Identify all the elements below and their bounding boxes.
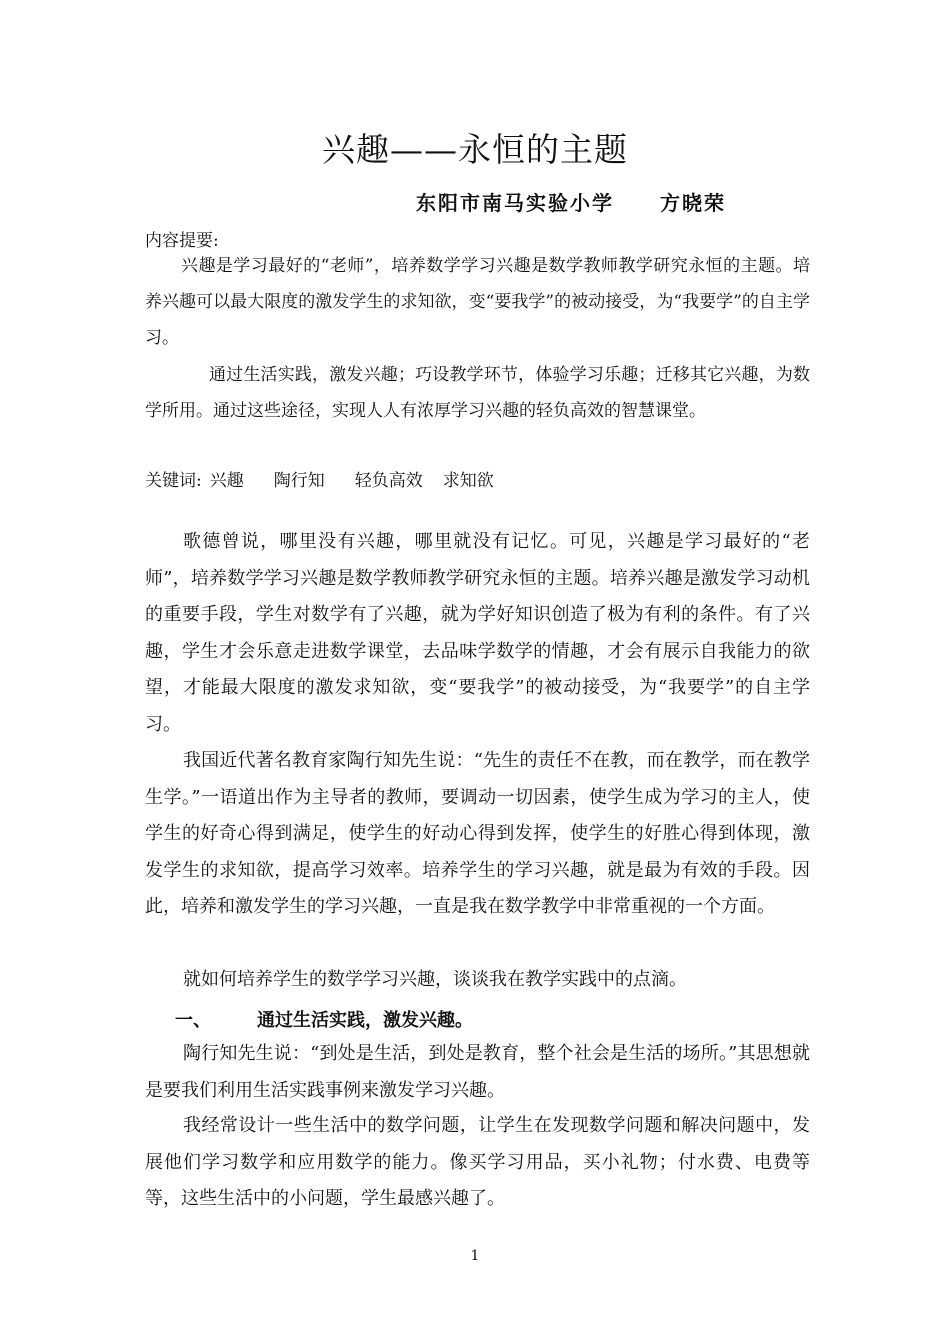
- body-paragraph: 陶行知先生说：“到处是生活，到处是教育，整个社会是生活的场所。”其思想就是要我们利用生活实践事例来激发学习兴趣。: [145, 1043, 810, 1101]
- body-paragraph: 歌德曾说，哪里没有兴趣，哪里就没有记忆。可见，兴趣是学习最好的“老师”，培养数学学习兴趣是数学教师教学研究永恒的主题。培养兴趣是激发学习动机的重要手段，学生对数学有了兴趣，就为学好知识创造了极为有利的条件。有了兴趣，学生才会乐意走进数学课堂，去品味学数学的情趣，才会有展示自我能力的欲望，才能最大限度的激发求知欲，变“要我学”的被动接受，为“我要学”的自主学习。: [145, 531, 810, 735]
- body-paragraph: 我国近代著名教育家陶行知先生说：“先生的责任不在教，而在教学，而在教学生学。”一语道出作为主导者的教师，要调动一切因素，使学生成为学习的主人，使学生的好奇心得到满足，使学生的好动心得到发挥，使学生的好胜心得到体现，激发学生的求知欲，提高学习效率。培养学生的学习兴趣，就是最为有效的手段。因此，培养和激发学生的学习兴趣，一直是我在数学教学中非常重视的一个方面。: [145, 750, 810, 918]
- author-name: 方晓荣: [660, 191, 726, 215]
- keyword: 求知欲: [442, 471, 494, 491]
- keywords-label: 关键词:: [145, 471, 202, 491]
- page-number: 1: [470, 1248, 480, 1264]
- section-number: 一、: [175, 1010, 211, 1031]
- abstract-label: 内容提要:: [145, 231, 219, 251]
- body-paragraph: 我经常设计一些生活中的数学问题，让学生在发现数学问题和解决问题中，发展他们学习数学和应用数学的能力。像买学习用品，买小礼物；付水费、电费等等，这些生活中的小问题，学生最感兴趣了。: [145, 1115, 810, 1210]
- keyword: 轻负高效: [354, 471, 423, 491]
- section-heading: [145, 1003, 810, 1039]
- abstract-paragraph: 兴趣是学习最好的“老师”，培养数学学习兴趣是数学教师教学研究永恒的主题。培养兴趣可以最大限度的激发学生的求知欲，变“要我学”的被动接受，为“我要学”的自主学习。: [145, 256, 810, 348]
- keywords-line: [145, 466, 810, 496]
- section-heading-text: 通过生活实践，激发兴趣。: [257, 1010, 473, 1031]
- keyword: 陶行知: [273, 471, 325, 491]
- abstract-paragraph: 通过生活实践，激发兴趣；巧设教学环节，体验学习乐趣；迁移其它兴趣，为数学所用。通过这些途径，实现人人有浓厚学习兴趣的轻负高效的智慧课堂。: [145, 365, 810, 421]
- school-name: 东阳市南马实验小学: [416, 191, 614, 215]
- page-title: 兴趣——永恒的主题: [322, 130, 628, 169]
- byline: [416, 188, 726, 218]
- keyword: 兴趣: [209, 471, 244, 491]
- body-paragraph: 就如何培养学生的数学学习兴趣，谈谈我在教学实践中的点滴。: [183, 969, 687, 990]
